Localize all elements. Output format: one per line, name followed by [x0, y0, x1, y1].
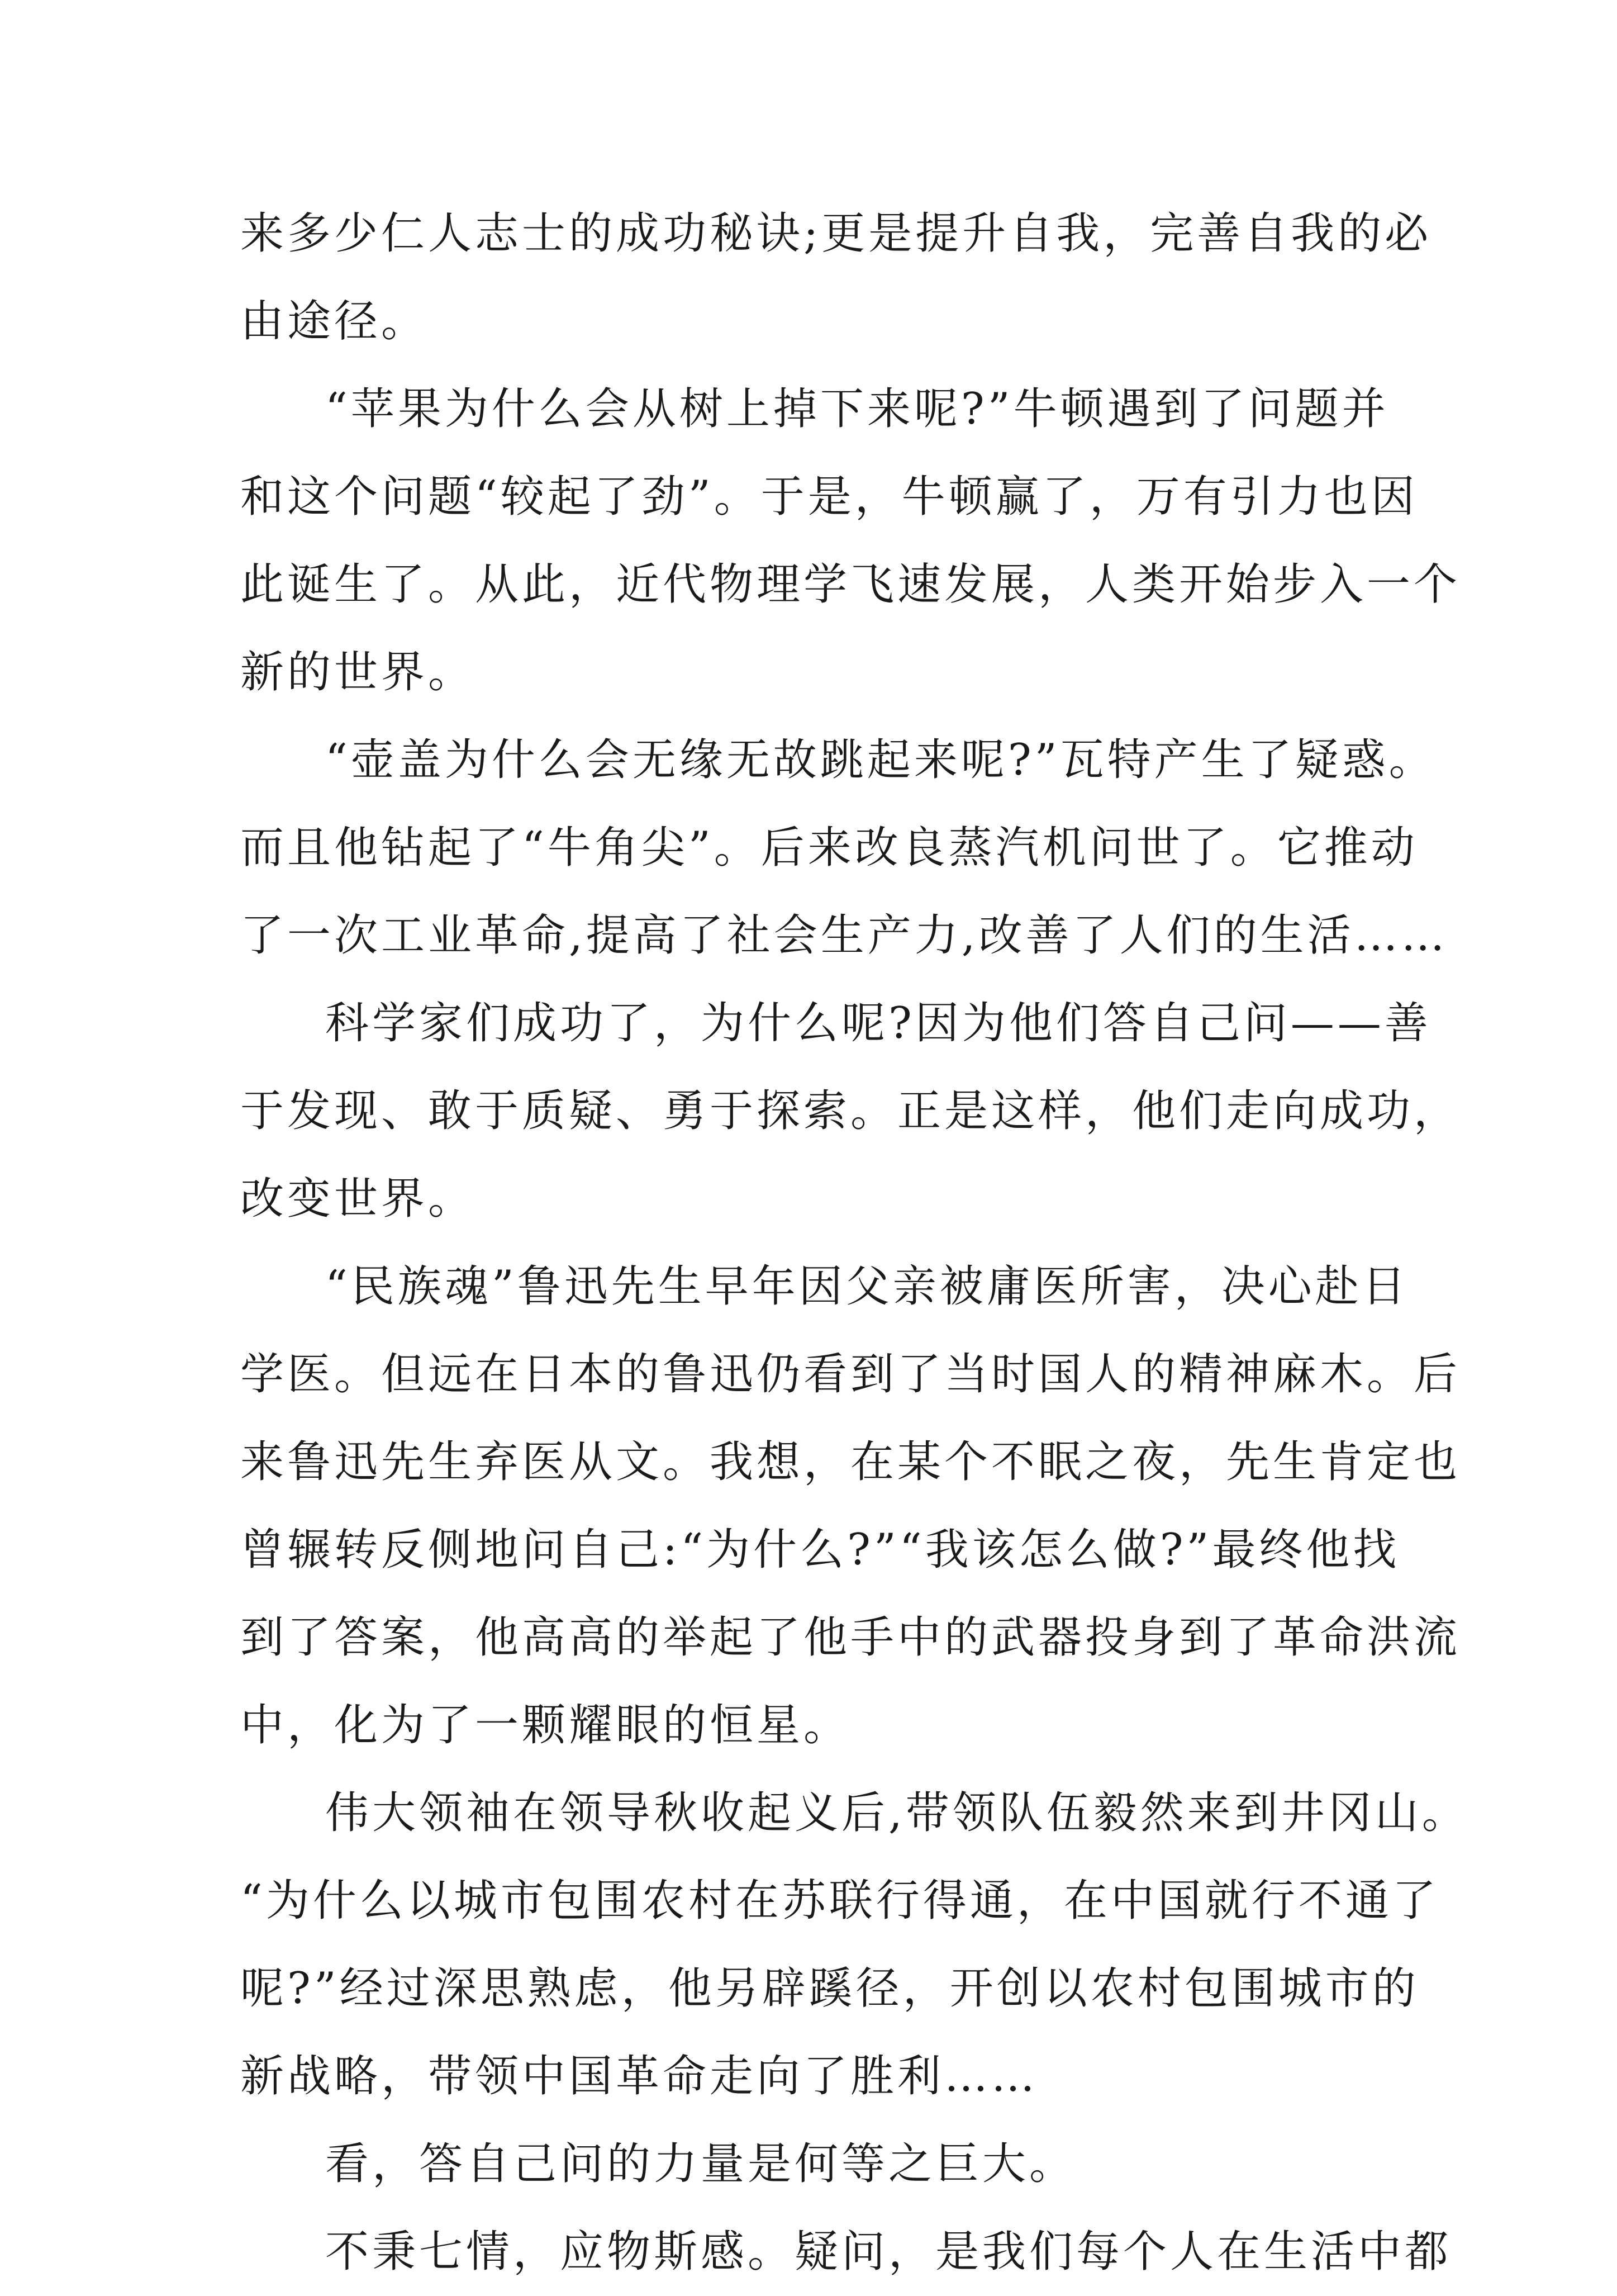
text-line: 学医。但远在日本的鲁迅仍看到了当时国人的精神麻木。后: [240, 1349, 1461, 1400]
text-line: 此诞生了。从此，近代物理学飞速发展，人类开始步入一个: [240, 559, 1461, 610]
text-line: 和这个问题“较起了劲”。于是，牛顿赢了，万有引力也因: [240, 472, 1418, 522]
document-body: [240, 190, 1469, 2296]
text-line: 新的世界。: [240, 647, 475, 698]
text-line: “民族魂”鲁迅先生早年因父亲被庸医所害，决心赴日: [325, 1261, 1409, 1312]
text-line: 改变世界。: [240, 1174, 475, 1224]
text-line: 曾辗转反侧地问自己:“为什么?”“我该怎么做?”最终他找: [240, 1525, 1400, 1575]
text-line: 而且他钻起了“牛角尖”。后来改良蒸汽机问世了。它推动: [240, 823, 1418, 873]
text-line: 由途径。: [240, 296, 429, 347]
text-line: 看，答自己问的力量是何等之巨大。: [325, 2139, 1077, 2189]
text-line: “壶盖为什么会无缘无故跳起来呢?”瓦特产生了疑惑。: [325, 735, 1436, 785]
text-line: 不秉七情，应物斯感。疑问，是我们每个人在生活中都: [325, 2227, 1452, 2277]
text-line: 来鲁迅先生弃医从文。我想，在某个不眠之夜，先生肯定也: [240, 1437, 1461, 1487]
text-line: 来多少仁人志士的成功秘诀;更是提升自我，完善自我的必: [240, 208, 1432, 259]
text-line: 伟大领袖在领导秋收起义后,带领队伍毅然来到井冈山。: [325, 1788, 1469, 1838]
text-line: 了一次工业革命,提高了社会生产力,改善了人们的生活……: [240, 910, 1448, 961]
text-line: 新战略，带领中国革命走向了胜利……: [240, 2051, 1039, 2101]
text-line: 到了答案，他高高的举起了他手中的武器投身到了革命洪流: [240, 1612, 1461, 1663]
text-line: 科学家们成功了，为什么呢?因为他们答自己问——善: [325, 998, 1431, 1049]
text-line: 中，化为了一颗耀眼的恒星。: [240, 1700, 851, 1751]
text-line: 呢?”经过深思熟虑，他另辟蹊径，开创以农村包围城市的: [240, 1963, 1419, 2014]
text-line: “为什么以城市包围农村在苏联行得通，在中国就行不通了: [240, 1876, 1439, 1926]
text-line: “苹果为什么会从树上掉下来呢?”牛顿遇到了问题并: [325, 384, 1389, 434]
text-line: 于发现、敢于质疑、勇于探索。正是这样，他们走向成功，: [240, 1086, 1461, 1136]
